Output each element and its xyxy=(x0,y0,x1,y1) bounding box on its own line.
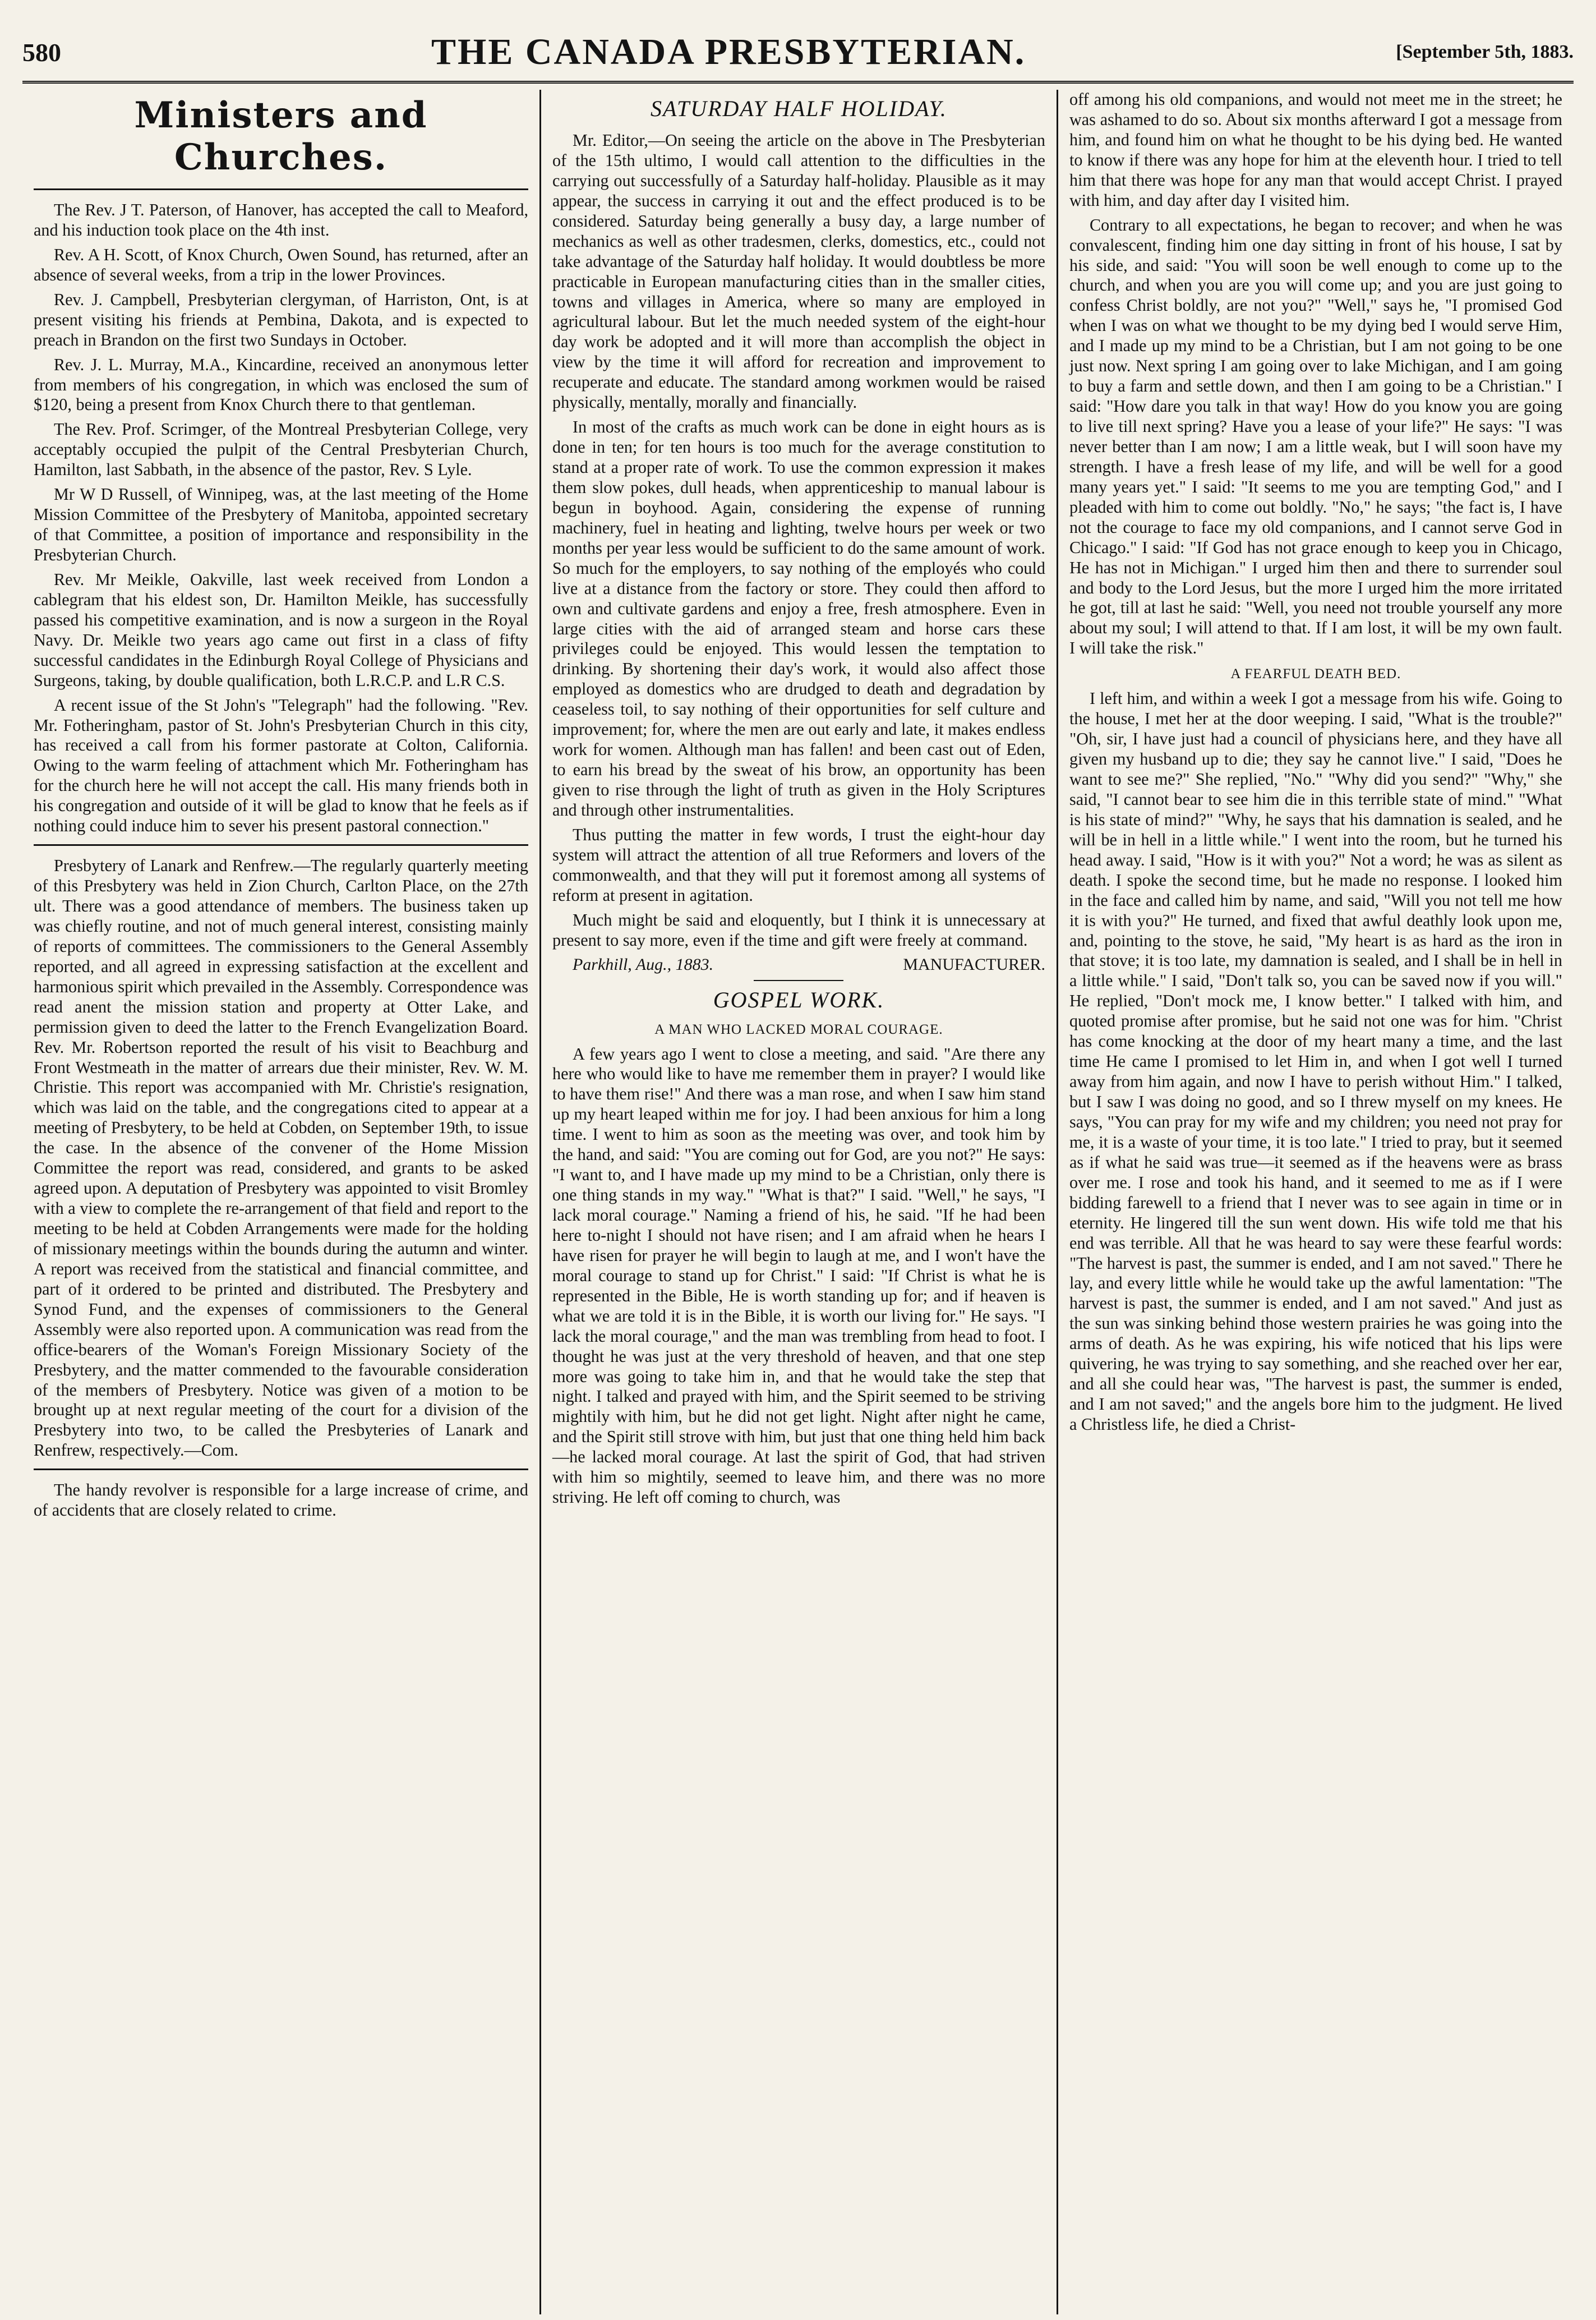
news-paterson: The Rev. J T. Paterson, of Hanover, has accepted the call to Meaford, and his induction took place on the 4th inst. xyxy=(34,200,528,240)
section-masthead: Ministers and Churches. xyxy=(34,90,528,190)
news-russell: Mr W D Russell, of Winnipeg, was, at the last meeting of the Home Mission Committee of the Presbytery of Manitoba, appointed secretary of that Committee, a position of importance and responsibility in the Presbyterian Church. xyxy=(34,485,528,564)
column-1 xyxy=(22,90,539,2314)
article-subtitle: A FEARFUL DEATH BED. xyxy=(1230,666,1401,682)
letter-paragraph: Mr. Editor,—On seeing the article on the above in The Presbyterian of the 15th ultimo, I would call attention to the difficulties in the carrying out successfully of a Saturday half-holiday. Plausible as it may appear, the success in carrying it out and the effect produced is to be considered. Saturday being generally a busy day, a large number of mechanics as well as other tradesmen, clerks, domestics, etc., could not take advantage of the Saturday half holiday. It would doubtless be more practicable in European manufacturing cities than in the smaller cities, towns and villages in America, where so many are employed in agricultural labour. But let the much needed system of the eight-hour day work be adopted and it will more than accomplish the object in view by the time it will afford for recreation and improvement to recuperate and educate. The standard among workmen would be raised physically, mentally, morally and financially. xyxy=(552,131,1045,412)
divider xyxy=(754,980,843,981)
news-scott: Rev. A H. Scott, of Knox Church, Owen Sound, has returned, after an absence of several weeks, from a trip in the lower Provinces. xyxy=(34,245,528,284)
page-number: 580 xyxy=(22,38,61,67)
news-scrimger: The Rev. Prof. Scrimger, of the Montreal Presbyterian College, very acceptably occupied the pulpit of the Central Presbyterian Church, Hamilton, last Sabbath, in the absence of the pastor, Rev. S Lyle. xyxy=(34,420,528,480)
news-revolver: The handy revolver is responsible for a large increase of crime, and of accidents that are closely related to crime. xyxy=(34,1480,528,1520)
header-rule xyxy=(22,81,1574,84)
letter-paragraph: Thus putting the matter in few words, I trust the eight-hour day system will attract the attention of all true Reformers and lovers of the commonwealth, and that they will put it foremost among all systems of reform at present in agitation. xyxy=(552,825,1045,905)
article-title-half-holiday: SATURDAY HALF HOLIDAY. xyxy=(651,96,947,121)
letter-paragraph: In most of the crafts as much work can be done in eight hours as is done in ten; for ten hours is too much for the average constitution to stand at a proper rate of work. To use the common expression it makes them slow pokes, dull heads, when apprenticeship to manual labour is begun in boyhood. Again, considering the expense of running machinery, fuel in heating and lighting, twelve hours per week or two months per year less would be sufficient to do the same amount of work. So much for the employers, to say nothing of the employés who could live at a distance from the factory or store. They could then afford to own and cultivate gardens and enjoy a free, fresh atmosphere. Even in large cities with the aid of arranged steam and horse cars these privileges could be enjoyed. This would lessen the temptation to drinking. By shortening their day's work, it would also affect those employed as domestics who are drudged to death and degradation by ceaseless toil, to say nothing of their opportunities for self culture and improvement; for, where the men are out early and late, it makes endless work for women. Although man has fallen! and been cast out of Eden, to earn his bread by the sweat of his brow, an opportunity has been given to rise through the light of truth as given in the Holy Scriptures and through other instrumentalities. xyxy=(552,417,1045,820)
story-paragraph: off among his old companions, and would not meet me in the street; he was ashamed to do so. About six months afterward I got a message from him, and found him on what he thought to be his dying bed. He wanted to know if there was any hope for him at the eleventh hour. I tried to tell him that there was hope for any man that would accept Christ. I prayed with him, and day after day I visited him. xyxy=(1069,90,1562,210)
article-title-gospel-work: GOSPEL WORK. xyxy=(713,987,885,1012)
story-paragraph: I left him, and within a week I got a message from his wife. Going to the house, I met her at the door weeping. I said, "What is the trouble?" "Oh, sir, I have just had a council of physicians here, and they have all given my husband up to die; they say he cannot live." I said, "Does he want to see me?" She replied, "No." "Why did you send?" "Why," she said, "I cannot bear to see him die in this terrible state of mind." "What is his state of mind?" "Why, he says that his damnation is sealed, and he will be in hell in a little while." I went into the room, but he turned his head away. I said, "How is it with you?" Not a word; he was as silent as death. I spoke the second time, but he made no response. I looked him in the face and called him by name, and said, "Will you not tell me how it is with you?" He turned, and fixed that awful deathly look upon me, and, pointing to the stove, he said, "My heart is as hard as the iron in that stove; it is too late, my damnation is sealed, and I shall be in hell in a little while." I said, "Don't talk so, you can be saved now if you will." He replied, "Don't mock me, I know better." I talked with him, and quoted promise after promise, but he said not one was for him. "Christ has come knocking at the door of my heart many a time, and the last time He came I promised to let Him in, and when I got well I turned away from him again, and now I have to perish without Him." I talked, but I saw I was doing no good, and so I threw myself on my knees. He says, "You can pray for my wife and my children; you need not pray for me, it is a waste of your time, it is too late." I tried to pray, but it seemed as if what he said was true—it seemed as if the heavens were as brass over me. I rose and took his hand, and it seemed to me as if I were bidding farewell to a friend that I never was to see again in time or in eternity. He lingered till the sun went down. His wife told me that his end was terrible. All that he was heard to say were these fearful words: "The harvest is past, the summer is ended, and I am not saved." There he lay, and every little while he would take up the awful lamentation: "The harvest is past, the summer is ended, and I am not saved." And just as the sun was sinking behind those western prairies he was going into the arms of death. As he was expiring, his wife noticed that his lips were quivering, he was trying to say something, and she reached over her ear, and all she could hear was, "The harvest is past, the summer is ended, and I am not saved;" and the angels bore him to the judgment. He lived a Christless life, he died a Christ- xyxy=(1069,689,1562,1434)
story-paragraph: Contrary to all expectations, he began to recover; and when he was convalescent, finding him one day sitting in front of his house, I sat by his side, and said: "You will soon be well enough to come up to the church, and when you are you will come up; and you are just going to confess Christ boldly, are not you?" "Well," says he, "I promised God when I was on what we thought to be my dying bed I would serve Him, and I made up my mind to be a Christian, but I am not going to be one just now. Next spring I am going over to lake Michigan, and I am going to buy a farm and settle down, and then I am going to be a Christian." I said: "How dare you talk in that way! How do you know you are going to live till next spring? Have you a lease of your life?" He says: "I was never better than I am now; I am a little weak, but I will soon have my strength. I have a fresh lease of my life, and will be well for a good many years yet." I said: "It seems to me you are tempting God," and I pleaded with him to come out boldly. "No," he says; "the fact is, I have not the courage to face my old companions, and I cannot serve God in Chicago." I said: "If God has not grace enough to keep you in Chicago, He has not in Michigan." I urged him then and there to surrender soul and body to the Lord Jesus, but the more I urged him the more irritated he got, till at last he said: "Well, you need not trouble yourself any more about my soul; I will attend to that. If I am lost, it will be my own fault. I will take the risk." xyxy=(1069,215,1562,658)
letter-signature xyxy=(552,955,1045,974)
issue-date: [September 5th, 1883. xyxy=(1396,42,1574,62)
story-paragraph: A few years ago I went to close a meeting, and said. "Are there any here who would like to have me remember them in prayer? I would like to have them rise!" And there was a man rose, and when I saw him stand up my heart leaped within me for joy. I had been anxious for him a long time. I went to him as soon as the meeting was over, and took him by the hand, and said: "You are coming out for God, are you not?" He says: "I want to, and I have made up my mind to be a Christian, only there is one thing stands in my way." "What is that?" I said. "Well," he says, "I lack moral courage." Naming a friend of his, he said. "If he had been here to-night I should not have risen; and I am afraid when he hears I have risen for prayer he will begin to laugh at me, and I won't have the moral courage to stand up for Christ." I said: "If Christ is what he is represented in the Bible, He is worth standing up for; and if heaven is what we are told it is in the Bible, it is worth our living for." He says. "I lack the moral courage," and the man was trembling from head to foot. I thought he was just at the very threshold of heaven, and that one step more was going to take him in, and that he would take the step that night. I talked and prayed with him, and the Spirit seemed to be striving mightily with him, but he did not get light. Night after night he came, and the Spirit still strove with him, but just that one thing held him back—he lacked moral courage. At last the spirit of God, that had striven with him so mightily, seemed to leave him, and there was no more striving. He left off coming to church, was xyxy=(552,1044,1045,1507)
column-2 xyxy=(539,90,1057,2314)
news-campbell: Rev. J. Campbell, Presbyterian clergyman, of Harriston, Ont, is at present visiting his friends at Pembina, Dakota, and is expected to preach in Brandon on the first two Sundays in October. xyxy=(34,289,528,349)
column-3 xyxy=(1057,90,1574,2314)
letter-paragraph: Much might be said and eloquently, but I think it is unnecessary at present to say more, even if the time and gift were freely at command. xyxy=(552,910,1045,950)
divider xyxy=(34,844,528,846)
news-meikle: Rev. Mr Meikle, Oakville, last week received from London a cablegram that his eldest son, Dr. Hamilton Meikle, has successfully passed his competitive examination, and is now a surgeon in the Royal Navy. Dr. Meikle two years ago came out first in a class of fifty successful candidates in the Edinburgh Royal College of Physicians and Surgeons, taking, by double qualification, both L.R.C.P. and L.R C.S. xyxy=(34,569,528,690)
page-header xyxy=(22,27,1574,77)
divider xyxy=(34,1469,528,1470)
signature-name: MANUFACTURER. xyxy=(903,955,1045,974)
signature-place: Parkhill, Aug., 1883. xyxy=(572,955,714,974)
newspaper-title: THE CANADA PRESBYTERIAN. xyxy=(431,31,1026,72)
news-fotheringham: A recent issue of the St John's "Telegraph" had the following. "Rev. Mr. Fotheringham, pastor of St. John's Presbyterian Church in this city, has received a call from his former pastorate at Colton, California. Owing to the warm feeling of attachment which Mr. Fotheringham has for the church here he will not accept the call. His many friends both in his congregation and outside of it will be glad to know that he feels as if nothing could induce him to sever his present pastoral connection." xyxy=(34,695,528,836)
presbytery-report: Presbytery of Lanark and Renfrew.—The regularly quarterly meeting of this Presbytery was held in Zion Church, Carlton Place, on the 27th ult. There was a good attendance of members. The business taken up was chiefly routine, and not of much general interest, consisting mainly of reports of committees. The commissioners to the General Assembly reported, and all agreed in expressing satisfaction at the excellent and harmonious spirit which prevailed in the Assembly. Correspondence was read anent the mission station and property at Otter Lake, and permission given to deed the latter to the French Evangelization Board. Rev. Mr. Robertson reported the result of his visit to Beachburg and Front Westmeath in the matter of arrears due their minister, Rev. W. M. Christie. This report was accompanied with Mr. Christie's resignation, which was laid on the table, and the congregations cited to appear at a meeting of Presbytery, to be held at Cobden, on September 19th, to issue the case. In the absence of the convener of the Home Mission Committee the report was read, considered, and grants to be asked agreed upon. A deputation of Presbytery was appointed to visit Bromley with a view to complete the re-arrangement of that field and report to the meeting to be held at Cobden Arrangements were made for the holding of missionary meetings within the bounds during the autumn and winter. A report was received from the statistical and financial committee, and part of it ordered to be printed and distributed. The Presbytery and Synod Fund, and the expenses of commissioners to the General Assembly were also reported upon. A communication was read from the office-bearers of the Woman's Foreign Missionary Society of the Presbytery, and the matter commended to the favourable consideration of the members of Presbytery. Notice was given of a motion to be brought up at next regular meeting of the court for a division of the Presbytery into two, to be called the Presbyteries of Lanark and Renfrew, respectively.—Com. xyxy=(34,856,528,1460)
news-murray: Rev. J. L. Murray, M.A., Kincardine, received an anonymous letter from members of his congregation, in which was enclosed the sum of $120, being a present from Knox Church there to that gentleman. xyxy=(34,355,528,415)
article-columns xyxy=(22,90,1574,2314)
article-subtitle: A MAN WHO LACKED MORAL COURAGE. xyxy=(654,1021,943,1037)
